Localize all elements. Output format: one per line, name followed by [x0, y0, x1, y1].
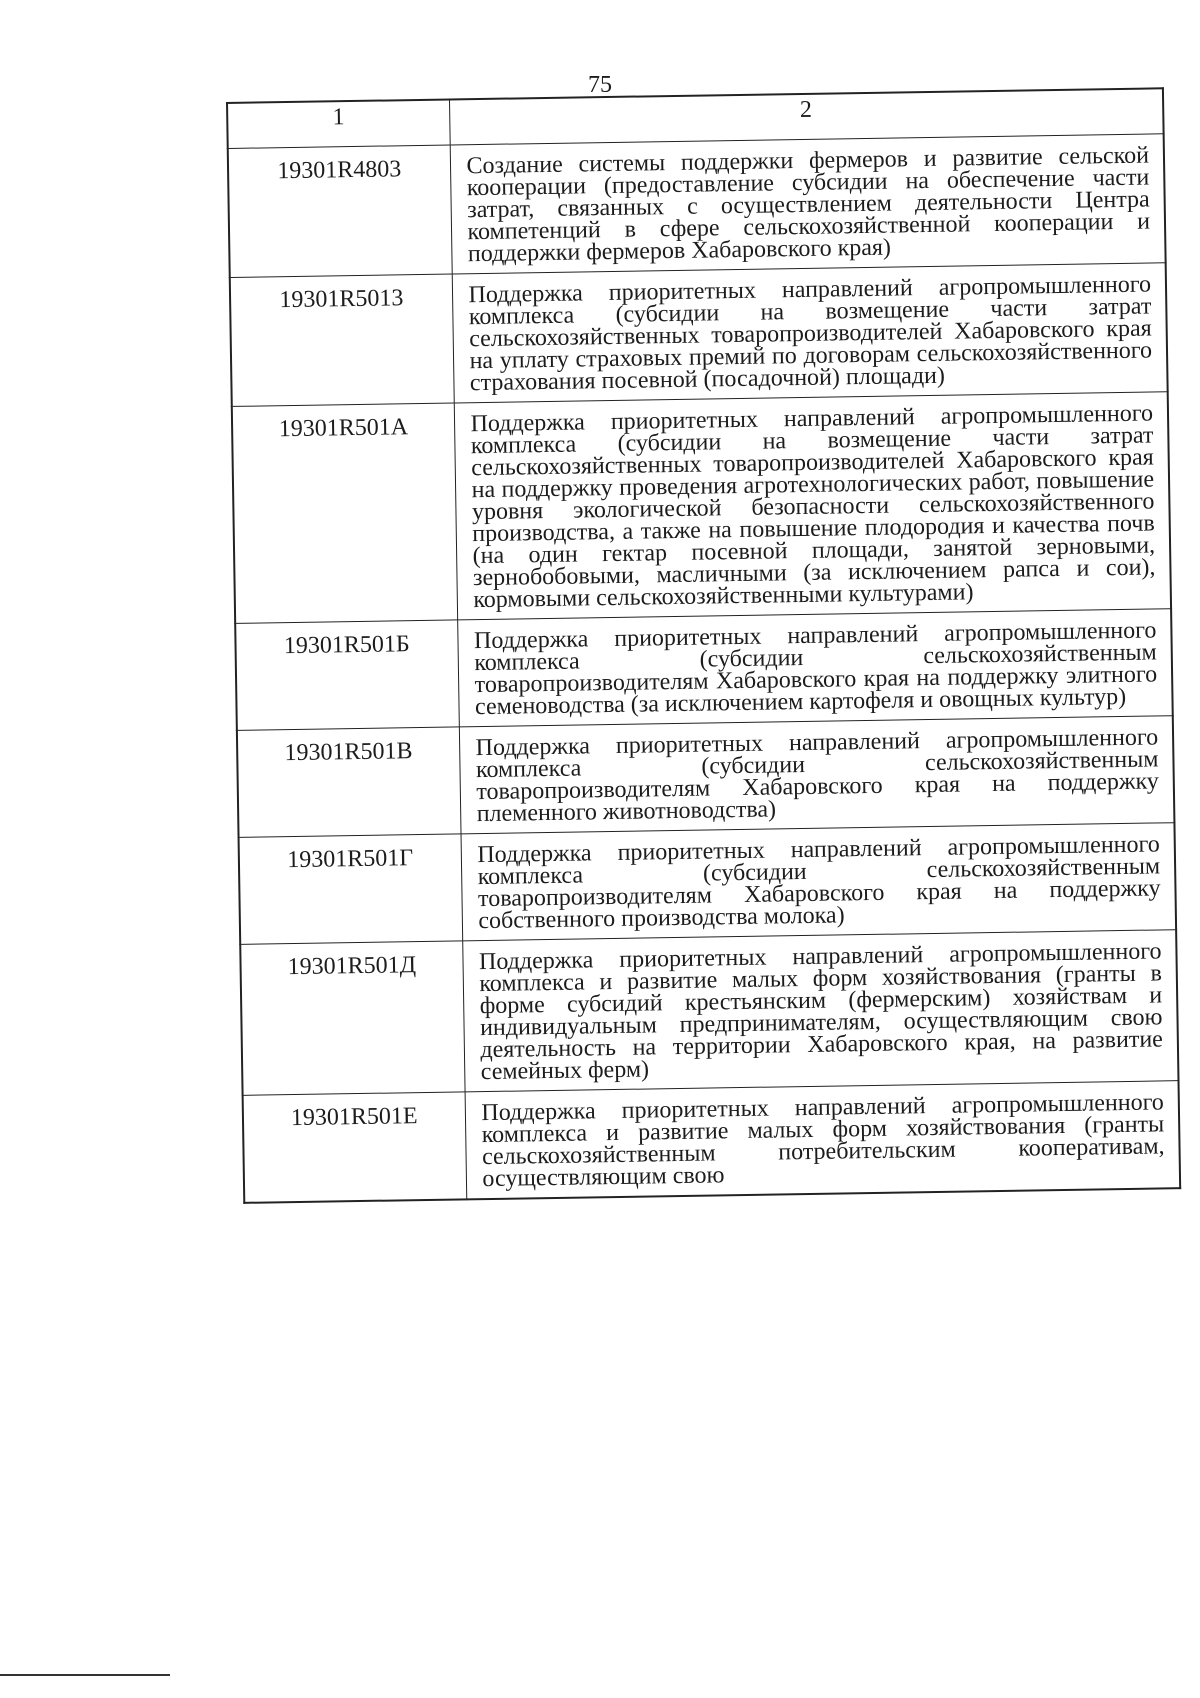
row-description: Поддержка приоритетных направлений агропромышленного комплекса (субсидии на возмещение части затрат сельскохозяйственных товаропроизводителей Хабаровского края на поддержку проведения агротехнологических работ, повышение уровня экологической безопасности сельскохозяйственного производства, а также на повышение плодородия и качества почв (на один гектар посевной площади, занятой зерновыми, зернобобовыми, масличными (за исключением рапса и сои), кормовыми сельскохозяйственными культурами)	[454, 392, 1171, 620]
row-code: 19301R501В	[237, 727, 461, 837]
column-header-1: 1	[227, 99, 450, 148]
table-row	[243, 1081, 1181, 1203]
column-header-2: 2	[449, 88, 1164, 145]
footnote-separator-line	[0, 1674, 170, 1676]
row-code: 19301R501А	[232, 403, 457, 623]
table-row	[228, 134, 1166, 278]
page-number: 75	[588, 72, 612, 98]
table-row	[232, 392, 1171, 624]
row-code: 19301R501Е	[243, 1092, 467, 1203]
table-row	[240, 930, 1178, 1096]
row-description: Поддержка приоритетных направлений агропромышленного комплекса и развитие малых форм хозяйствования (гранты сельскохозяйственным потребительским кооперативам, осуществляющим свою	[465, 1081, 1181, 1200]
row-code: 19301R4803	[228, 145, 452, 277]
table-row	[239, 823, 1177, 945]
row-description: Создание системы поддержки фермеров и развитие сельской кооперации (предоставление субсидии на обеспечение части затрат, связанных с осуществлением деятельности Центра компетенций в сфере сельскохозяйственной кооперации и поддержки фермеров Хабаровского края)	[450, 134, 1166, 274]
row-description: Поддержка приоритетных направлений агропромышленного комплекса и развитие малых форм хозяйствования (гранты в форме субсидий крестьянским (фермерским) хозяйствам и индивидуальным предпринимателям, осуществляющим свою деятельность на территории Хабаровского края, на развитие семейных ферм)	[462, 930, 1178, 1092]
row-code: 19301R501Д	[240, 941, 464, 1095]
row-code: 19301R5013	[230, 274, 454, 406]
row-description: Поддержка приоритетных направлений агропромышленного комплекса (субсидии сельскохозяйственным товаропроизводителям Хабаровского края на поддержку племенного животноводства)	[459, 716, 1175, 834]
table-row	[235, 609, 1173, 731]
table-row	[230, 263, 1168, 407]
row-description: Поддержка приоритетных направлений агропромышленного комплекса (субсидии сельскохозяйственным товаропроизводителям Хабаровского края на поддержку элитного семеноводства (за исключением картофеля и овощных культур)	[457, 609, 1173, 727]
row-description: Поддержка приоритетных направлений агропромышленного комплекса (субсидии на возмещение части затрат сельскохозяйственных товаропроизводителей Хабаровского края на уплату страховых премий по договорам сельскохозяйственного страхования посевной (посадочной) площади)	[452, 263, 1168, 403]
budget-code-table	[226, 87, 1181, 1204]
row-code: 19301R501Г	[239, 834, 463, 944]
table-row	[237, 716, 1175, 838]
row-description: Поддержка приоритетных направлений агропромышленного комплекса (субсидии сельскохозяйственным товаропроизводителям Хабаровского края на поддержку собственного производства молока)	[461, 823, 1177, 941]
row-code: 19301R501Б	[235, 620, 459, 730]
budget-code-table-container	[226, 87, 1181, 1204]
